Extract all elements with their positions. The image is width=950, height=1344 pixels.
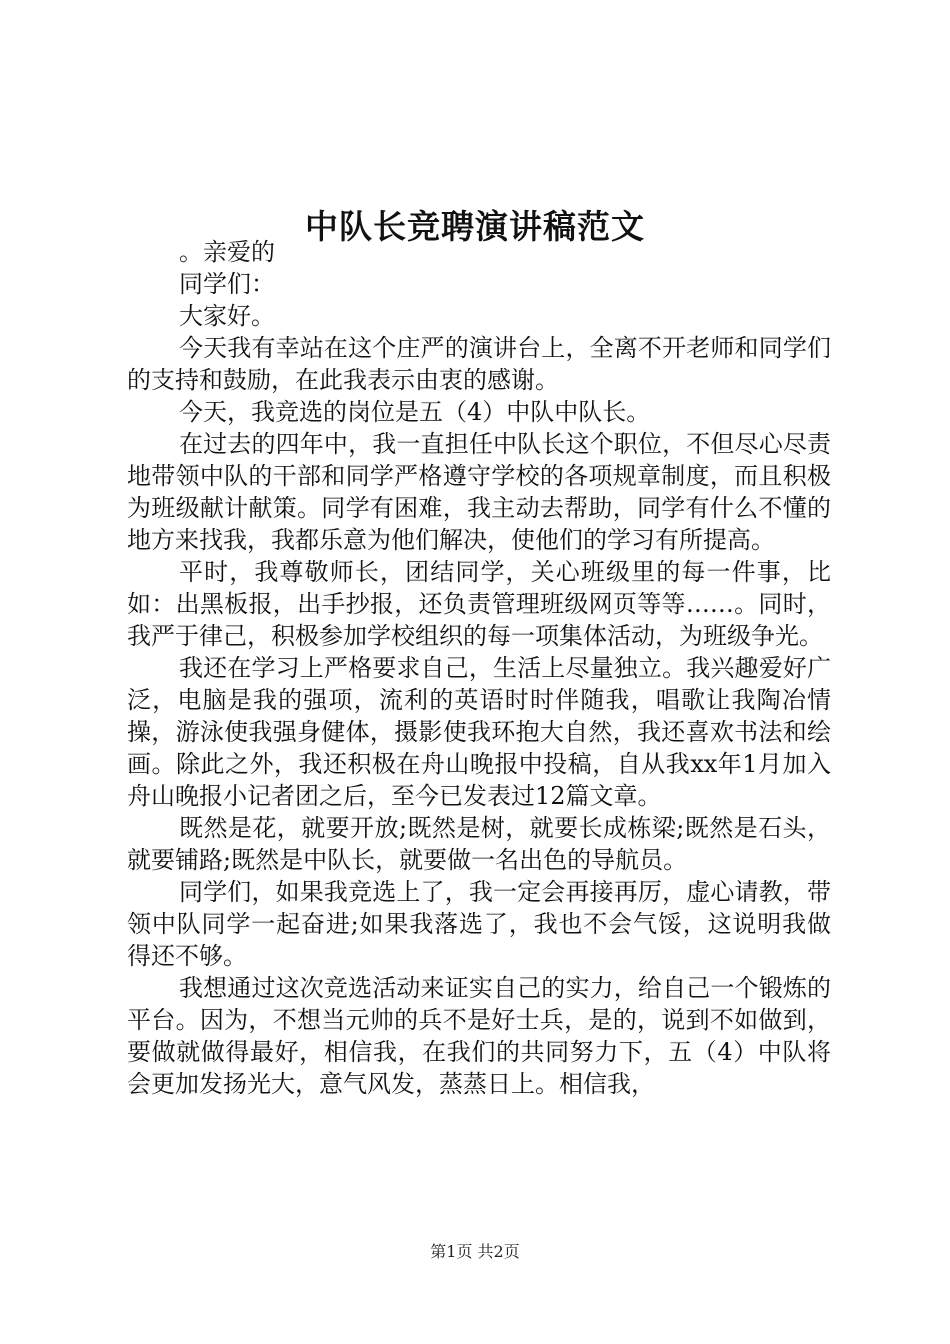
paragraph-hobbies: 我还在学习上严格要求自己，生活上尽量独立。我兴趣爱好广泛，电脑是我的强项，流利的英语时时伴随我，唱歌让我陶冶情操，游泳使我强身健体，摄影使我环抱大自然，我还喜欢书法和绘画。除此之外，我还积极在舟山晚报中投稿，自从我xx年1月加入舟山晚报小记者团之后，至今已发表过12篇文章。	[127, 654, 831, 810]
document-body	[127, 236, 831, 1100]
paragraph-position: 今天，我竞选的岗位是五（4）中队中队长。	[179, 398, 651, 426]
paragraph-metaphor: 既然是花，就要开放;既然是树，就要长成栋梁;既然是石头，就要铺路;既然是中队长，就要做一名出色的导航员。	[127, 814, 831, 874]
paragraph-salutation: 。亲爱的	[179, 238, 275, 266]
paragraph-addressee: 同学们：	[179, 270, 275, 298]
paragraph-past-experience: 在过去的四年中，我一直担任中队长这个职位，不但尽心尽责地带领中队的干部和同学严格遵守学校的各项规章制度，而且积极为班级献计献策。同学有困难，我主动去帮助，同学有什么不懂的地方来找我，我都乐意为他们解决，使他们的学习有所提高。	[127, 430, 831, 554]
document-title: 中队长竞聘演讲稿范文	[305, 207, 645, 247]
paragraph-daily-conduct: 平时，我尊敬师长，团结同学，关心班级里的每一件事，比如：出黑板报，出手抄报，还负责管理班级网页等等……。同时，我严于律己，积极参加学校组织的每一项集体活动，为班级争光。	[127, 558, 831, 650]
paragraph-thanks: 今天我有幸站在这个庄严的演讲台上，全离不开老师和同学们的支持和鼓励，在此我表示由衷的感谢。	[127, 334, 831, 394]
paragraph-conclusion: 我想通过这次竞选活动来证实自己的实力，给自己一个锻炼的平台。因为，不想当元帅的兵不是好士兵，是的，说到不如做到，要做就做得最好，相信我，在我们的共同努力下，五（4）中队将会更加发扬光大，意气风发，蒸蒸日上。相信我，	[127, 974, 831, 1098]
paragraph-outcome: 同学们，如果我竞选上了，我一定会再接再厉，虚心请教，带领中队同学一起奋进;如果我落选了，我也不会气馁，这说明我做得还不够。	[127, 878, 831, 970]
paragraph-greeting: 大家好。	[179, 302, 275, 330]
page-footer: 第1页 共2页	[430, 1242, 520, 1261]
